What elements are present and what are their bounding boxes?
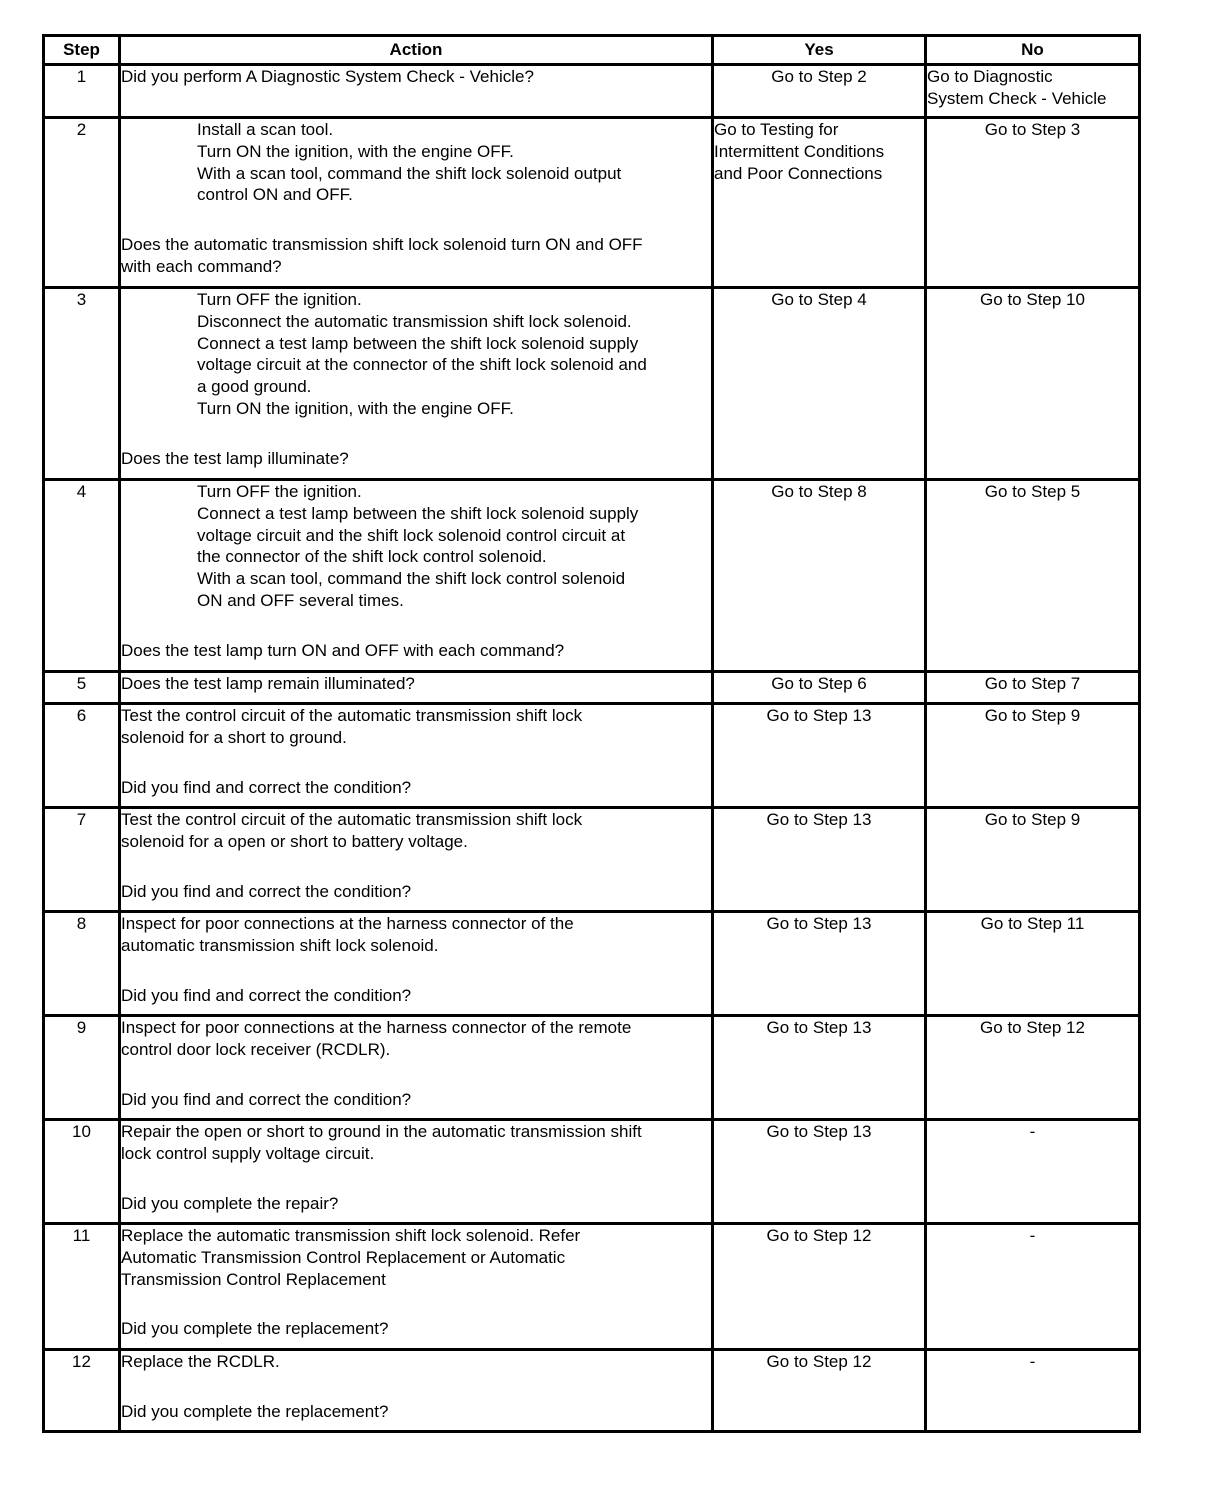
bullet-text: voltage circuit at the connector of the shift lock solenoid and (197, 355, 647, 375)
no-cell: - (926, 1350, 1140, 1432)
bullet-text: With a scan tool, command the shift lock control solenoid (197, 569, 626, 589)
question-text: Does the test lamp turn ON and OFF with each command? (121, 640, 565, 660)
yes-cell: Go to Step 6 (713, 672, 926, 704)
action-text: lock control supply voltage circuit. (121, 1143, 375, 1163)
header-row (44, 36, 1140, 65)
yes-cell: Go to Step 8 (713, 480, 926, 672)
step-number: 11 (44, 1224, 120, 1350)
yes-line: Intermittent Conditions (714, 141, 885, 161)
step-number: 3 (44, 288, 120, 480)
action-text: Transmission Control Replacement (121, 1269, 386, 1289)
action-text: Test the control circuit of the automatic transmission shift lock (121, 706, 583, 725)
question-text: Did you find and correct the condition? (121, 985, 412, 1005)
step-number: 8 (44, 912, 120, 1016)
action-cell (120, 288, 713, 480)
action-text: Automatic Transmission Control Replacement or Automatic (121, 1247, 566, 1267)
yes-header: Yes (713, 36, 926, 65)
action-text: Replace the automatic transmission shift lock solenoid. Refer (121, 1226, 581, 1245)
step-number: 12 (44, 1350, 120, 1432)
action-text: solenoid for a open or short to battery voltage. (121, 831, 468, 851)
yes-line: and Poor Connections (714, 163, 883, 183)
bullet-text: control ON and OFF. (197, 185, 353, 205)
bullet-text: the connector of the shift lock control solenoid. (197, 547, 547, 567)
step-number: 9 (44, 1016, 120, 1120)
no-cell: Go to Step 11 (926, 912, 1140, 1016)
table-row (44, 288, 1140, 480)
bullet-text: Turn ON the ignition, with the engine OFF. (197, 141, 514, 161)
table-row (44, 1120, 1140, 1224)
yes-cell: Go to Step 13 (713, 808, 926, 912)
yes-cell: Go to Step 4 (713, 288, 926, 480)
step-number: 10 (44, 1120, 120, 1224)
action-cell (120, 1120, 713, 1224)
no-cell (926, 65, 1140, 118)
table-row (44, 912, 1140, 1016)
action-header: Action (120, 36, 713, 65)
action-cell (120, 65, 713, 118)
step-number: 7 (44, 808, 120, 912)
action-text: Test the control circuit of the automatic transmission shift lock (121, 810, 583, 829)
no-line: System Check - Vehicle (927, 88, 1107, 108)
question-text: Does the test lamp illuminate? (121, 448, 349, 468)
no-cell: Go to Step 5 (926, 480, 1140, 672)
no-cell: Go to Step 3 (926, 118, 1140, 288)
table-row (44, 1350, 1140, 1432)
no-cell: Go to Step 9 (926, 704, 1140, 808)
table-row (44, 118, 1140, 288)
table-row (44, 480, 1140, 672)
yes-cell: Go to Step 2 (713, 65, 926, 118)
step-number: 4 (44, 480, 120, 672)
question-text: Did you find and correct the condition? (121, 777, 412, 797)
yes-cell: Go to Step 12 (713, 1350, 926, 1432)
yes-cell (713, 118, 926, 288)
table-row (44, 808, 1140, 912)
bullet-text: Turn OFF the ignition. (197, 290, 362, 309)
table-row (44, 704, 1140, 808)
yes-cell: Go to Step 13 (713, 1016, 926, 1120)
no-cell: - (926, 1120, 1140, 1224)
action-text: Inspect for poor connections at the harness connector of the (121, 914, 574, 933)
table-row (44, 1016, 1140, 1120)
step-header: Step (44, 36, 120, 65)
question-text: Did you complete the replacement? (121, 1401, 389, 1421)
bullet-text: Install a scan tool. (197, 120, 334, 139)
table-row (44, 672, 1140, 704)
question-text: with each command? (121, 256, 282, 276)
no-cell: - (926, 1224, 1140, 1350)
action-text: Repair the open or short to ground in the automatic transmission shift (121, 1122, 642, 1141)
bullet-text: a good ground. (197, 377, 312, 397)
question-text: Did you perform A Diagnostic System Check - Vehicle? (121, 67, 534, 86)
step-number: 6 (44, 704, 120, 808)
no-cell: Go to Step 12 (926, 1016, 1140, 1120)
yes-cell: Go to Step 13 (713, 1120, 926, 1224)
step-number: 2 (44, 118, 120, 288)
no-cell: Go to Step 7 (926, 672, 1140, 704)
question-text: Did you complete the repair? (121, 1193, 339, 1213)
bullet-text: Connect a test lamp between the shift lock solenoid supply (197, 333, 639, 353)
bullet-text: Connect a test lamp between the shift lock solenoid supply (197, 503, 639, 523)
step-number: 5 (44, 672, 120, 704)
action-text: automatic transmission shift lock solenoid. (121, 935, 439, 955)
bullet-text: ON and OFF several times. (197, 590, 404, 610)
action-cell (120, 1224, 713, 1350)
bullet-text: Disconnect the automatic transmission shift lock solenoid. (197, 311, 632, 331)
action-text: Replace the RCDLR. (121, 1352, 280, 1371)
action-cell (120, 118, 713, 288)
action-cell (120, 704, 713, 808)
no-line: Go to Diagnostic (927, 67, 1053, 86)
yes-cell: Go to Step 12 (713, 1224, 926, 1350)
table-row (44, 65, 1140, 118)
no-header: No (926, 36, 1140, 65)
yes-line: Go to Testing for (714, 120, 839, 139)
yes-cell: Go to Step 13 (713, 912, 926, 1016)
question-text: Did you complete the replacement? (121, 1319, 389, 1339)
table-row (44, 1224, 1140, 1350)
action-text: solenoid for a short to ground. (121, 727, 347, 747)
bullet-text: With a scan tool, command the shift lock solenoid output (197, 163, 622, 183)
action-text: Inspect for poor connections at the harness connector of the remote (121, 1018, 632, 1037)
action-cell (120, 672, 713, 704)
bullet-text: Turn OFF the ignition. (197, 482, 362, 501)
question-text: Does the automatic transmission shift lock solenoid turn ON and OFF (121, 235, 643, 255)
action-cell (120, 808, 713, 912)
action-cell (120, 1016, 713, 1120)
question-text: Did you find and correct the condition? (121, 1089, 412, 1109)
question-text: Does the test lamp remain illuminated? (121, 674, 415, 693)
bullet-text: voltage circuit and the shift lock solenoid control circuit at (197, 525, 626, 545)
diagnostic-table (42, 34, 1141, 1433)
question-text: Did you find and correct the condition? (121, 881, 412, 901)
bullet-text: Turn ON the ignition, with the engine OFF. (197, 398, 514, 418)
yes-cell: Go to Step 13 (713, 704, 926, 808)
no-cell: Go to Step 9 (926, 808, 1140, 912)
action-text: control door lock receiver (RCDLR). (121, 1039, 391, 1059)
no-cell: Go to Step 10 (926, 288, 1140, 480)
action-cell (120, 912, 713, 1016)
step-number: 1 (44, 65, 120, 118)
action-cell (120, 1350, 713, 1432)
action-cell (120, 480, 713, 672)
